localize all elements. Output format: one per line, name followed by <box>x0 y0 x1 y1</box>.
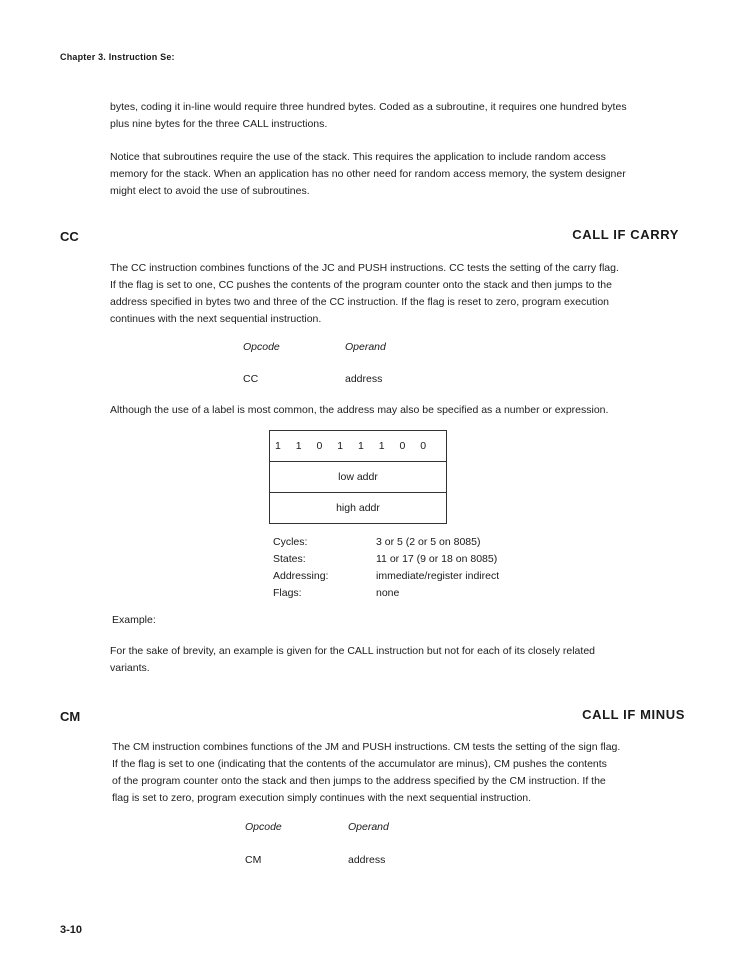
cm-description: The CM instruction combines functions of the JM and PUSH instructions. CM tests the setting of the sign flag. If the flag is set to one (indicating that the contents of the accumulator are minus), CM pushes the contents of the program counter onto the stack and then jumps to the address specified by the CM instruction. If the flag is set to zero, program execution simply continues with the next sequential instruction. <box>112 741 621 804</box>
bit-5: 0 <box>316 440 323 452</box>
bit-2: 1 <box>378 440 385 452</box>
cc-description: The CC instruction combines functions of the JC and PUSH instructions. CC tests the setting of the carry flag. If the flag is set to one, CC pushes the contents of the program counter onto the stack and then jumps to the address specified in bytes two and three of the CC instruction. If the flag is reset to zero, program execution continues with the next sequential instruction. <box>110 262 619 325</box>
timing-row-cycles <box>273 534 499 551</box>
bit-0: 0 <box>420 440 427 452</box>
cm-operand: address <box>348 854 386 866</box>
timing-value: 11 or 17 (9 or 18 on 8085) <box>376 553 498 565</box>
page-number: 3-10 <box>60 924 83 936</box>
cc-instruction-encoding <box>269 430 447 524</box>
high-addr-row: high addr <box>336 502 380 514</box>
low-addr-row: low addr <box>270 462 446 493</box>
timing-label: Cycles: <box>273 536 308 548</box>
cm-section-title: CALL IF MINUS <box>582 707 685 722</box>
timing-label: Flags: <box>273 587 302 599</box>
example-note: For the sake of brevity, an example is given for the CALL instruction but not for each of its closely related variants. <box>110 645 595 674</box>
cc-mnemonic-heading: CC <box>60 229 79 244</box>
cc-opcode: CC <box>243 373 259 385</box>
cm-operand-header: Operand <box>348 821 389 833</box>
timing-value: none <box>376 587 400 599</box>
timing-value: immediate/register indirect <box>376 570 500 582</box>
timing-row-flags <box>273 585 499 602</box>
example-label: Example: <box>112 614 156 626</box>
cc-section-title: CALL IF CARRY <box>572 227 679 242</box>
timing-value: 3 or 5 (2 or 5 on 8085) <box>376 536 481 548</box>
cc-opcode-header: Opcode <box>243 341 280 353</box>
intro-paragraph-1: bytes, coding it in-line would require three hundred bytes. Coded as a subroutine, it requires one hundred bytes plus nine bytes for the three CALL instructions. <box>110 101 627 130</box>
bit-4: 1 <box>337 440 344 452</box>
bit-1: 0 <box>399 440 406 452</box>
chapter-header: Chapter 3. Instruction Se: <box>60 52 175 62</box>
bit-3: 1 <box>358 440 364 452</box>
timing-row-addressing <box>273 568 499 585</box>
bit-7: 1 <box>275 440 281 452</box>
cm-opcode: CM <box>245 854 262 866</box>
cc-operand: address <box>345 373 383 385</box>
cc-timing-table <box>273 534 499 602</box>
cm-mnemonic-heading: CM <box>60 709 81 724</box>
timing-label: Addressing: <box>273 570 329 582</box>
timing-row-states <box>273 551 499 568</box>
cc-label-note: Although the use of a label is most common, the address may also be specified as a number or expression. <box>110 404 609 416</box>
bit-6: 1 <box>295 440 302 452</box>
cm-opcode-header: Opcode <box>245 821 282 833</box>
cc-operand-header: Operand <box>345 341 386 353</box>
opcode-bits-row <box>270 431 446 462</box>
timing-label: States: <box>273 553 306 565</box>
intro-paragraph-2: Notice that subroutines require the use of the stack. This requires the application to include random access memory for the stack. When an application has no other need for random access memory, the system designer might elect to avoid the use of subroutines. <box>110 151 626 197</box>
